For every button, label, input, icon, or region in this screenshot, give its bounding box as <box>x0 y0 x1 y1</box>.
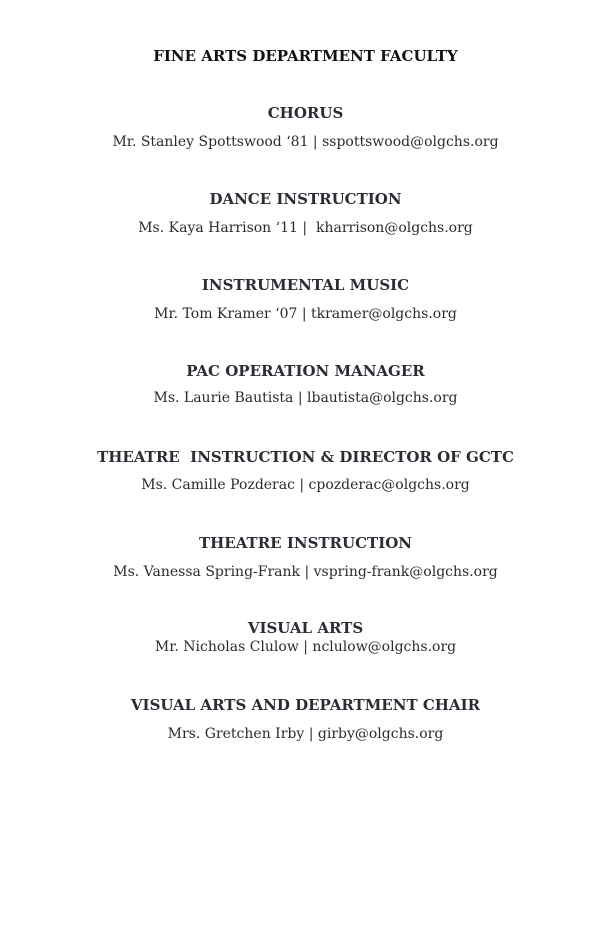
faculty-section-theatre-instruction <box>0 533 611 581</box>
section-heading: VISUAL ARTS <box>247 619 364 637</box>
document-title: FINE ARTS DEPARTMENT FACULTY <box>153 47 458 65</box>
faculty-section-visual-arts <box>0 618 611 656</box>
faculty-contact: Mr. Tom Kramer ‘07 | tkramer@olgchs.org <box>154 306 457 322</box>
faculty-contact: Mr. Nicholas Clulow | nclulow@olgchs.org <box>154 639 457 655</box>
section-heading: CHORUS <box>267 104 344 122</box>
faculty-contact: Ms. Laurie Bautista | lbautista@olgchs.org <box>153 390 458 406</box>
section-heading: THEATRE INSTRUCTION & DIRECTOR OF GCTC <box>97 448 514 466</box>
faculty-section-chorus <box>0 103 611 151</box>
section-heading: DANCE INSTRUCTION <box>209 190 402 208</box>
faculty-contact: Mrs. Gretchen Irby | girby@olgchs.org <box>167 726 444 742</box>
faculty-contact: Ms. Camille Pozderac | cpozderac@olgchs.org <box>141 477 470 493</box>
faculty-contact: Ms. Kaya Harrison ‘11 | kharrison@olgchs.org <box>138 220 473 236</box>
section-heading: PAC OPERATION MANAGER <box>186 362 425 380</box>
faculty-section-pac-operation <box>0 361 611 407</box>
section-heading: INSTRUMENTAL MUSIC <box>201 276 410 294</box>
faculty-contact: Mr. Stanley Spottswood ‘81 | sspottswood@olgchs.org <box>112 134 499 150</box>
faculty-section-instrumental-music <box>0 275 611 323</box>
faculty-contact: Ms. Vanessa Spring-Frank | vspring-frank@olgchs.org <box>113 564 498 580</box>
faculty-section-dance <box>0 189 611 237</box>
section-heading: VISUAL ARTS AND DEPARTMENT CHAIR <box>130 696 481 714</box>
section-heading: THEATRE INSTRUCTION <box>198 534 413 552</box>
faculty-section-visual-arts-chair <box>0 695 611 743</box>
faculty-section-theatre-director <box>0 447 611 494</box>
